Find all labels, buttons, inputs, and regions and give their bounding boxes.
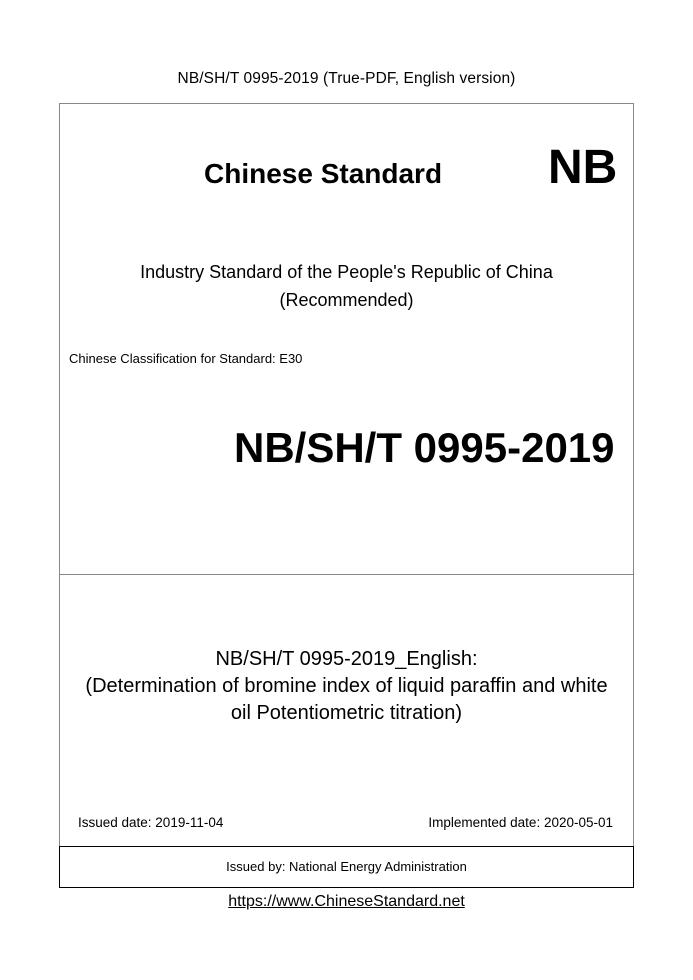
document-title [59,646,634,727]
industry-statement [0,258,693,314]
document-title-line-2: (Determination of bromine index of liquid paraffin and white [85,675,608,697]
issuer-text: Issued by: National Energy Administration [226,859,467,874]
document-title-line-3: oil Potentiometric titration) [230,702,463,724]
standard-mark: NB [548,141,618,194]
footer [0,893,693,911]
issuer-box [59,846,634,888]
standard-number: NB/SH/T 0995-2019 [234,424,615,471]
document-title-line-1: NB/SH/T 0995-2019_English: [215,648,478,670]
implemented-date: Implemented date: 2020-05-01 [428,815,613,830]
page-header: NB/SH/T 0995-2019 (True-PDF, English version) [177,70,516,87]
issued-date: Issued date: 2019-11-04 [78,815,224,830]
industry-line-2: (Recommended) [279,290,414,310]
website-link[interactable]: https://www.ChineseStandard.net [228,893,465,910]
industry-line-1: Industry Standard of the People's Republic of China [140,262,553,282]
classification-text: Chinese Classification for Standard: E30 [69,351,303,366]
cover-heading: Chinese Standard [204,158,443,189]
